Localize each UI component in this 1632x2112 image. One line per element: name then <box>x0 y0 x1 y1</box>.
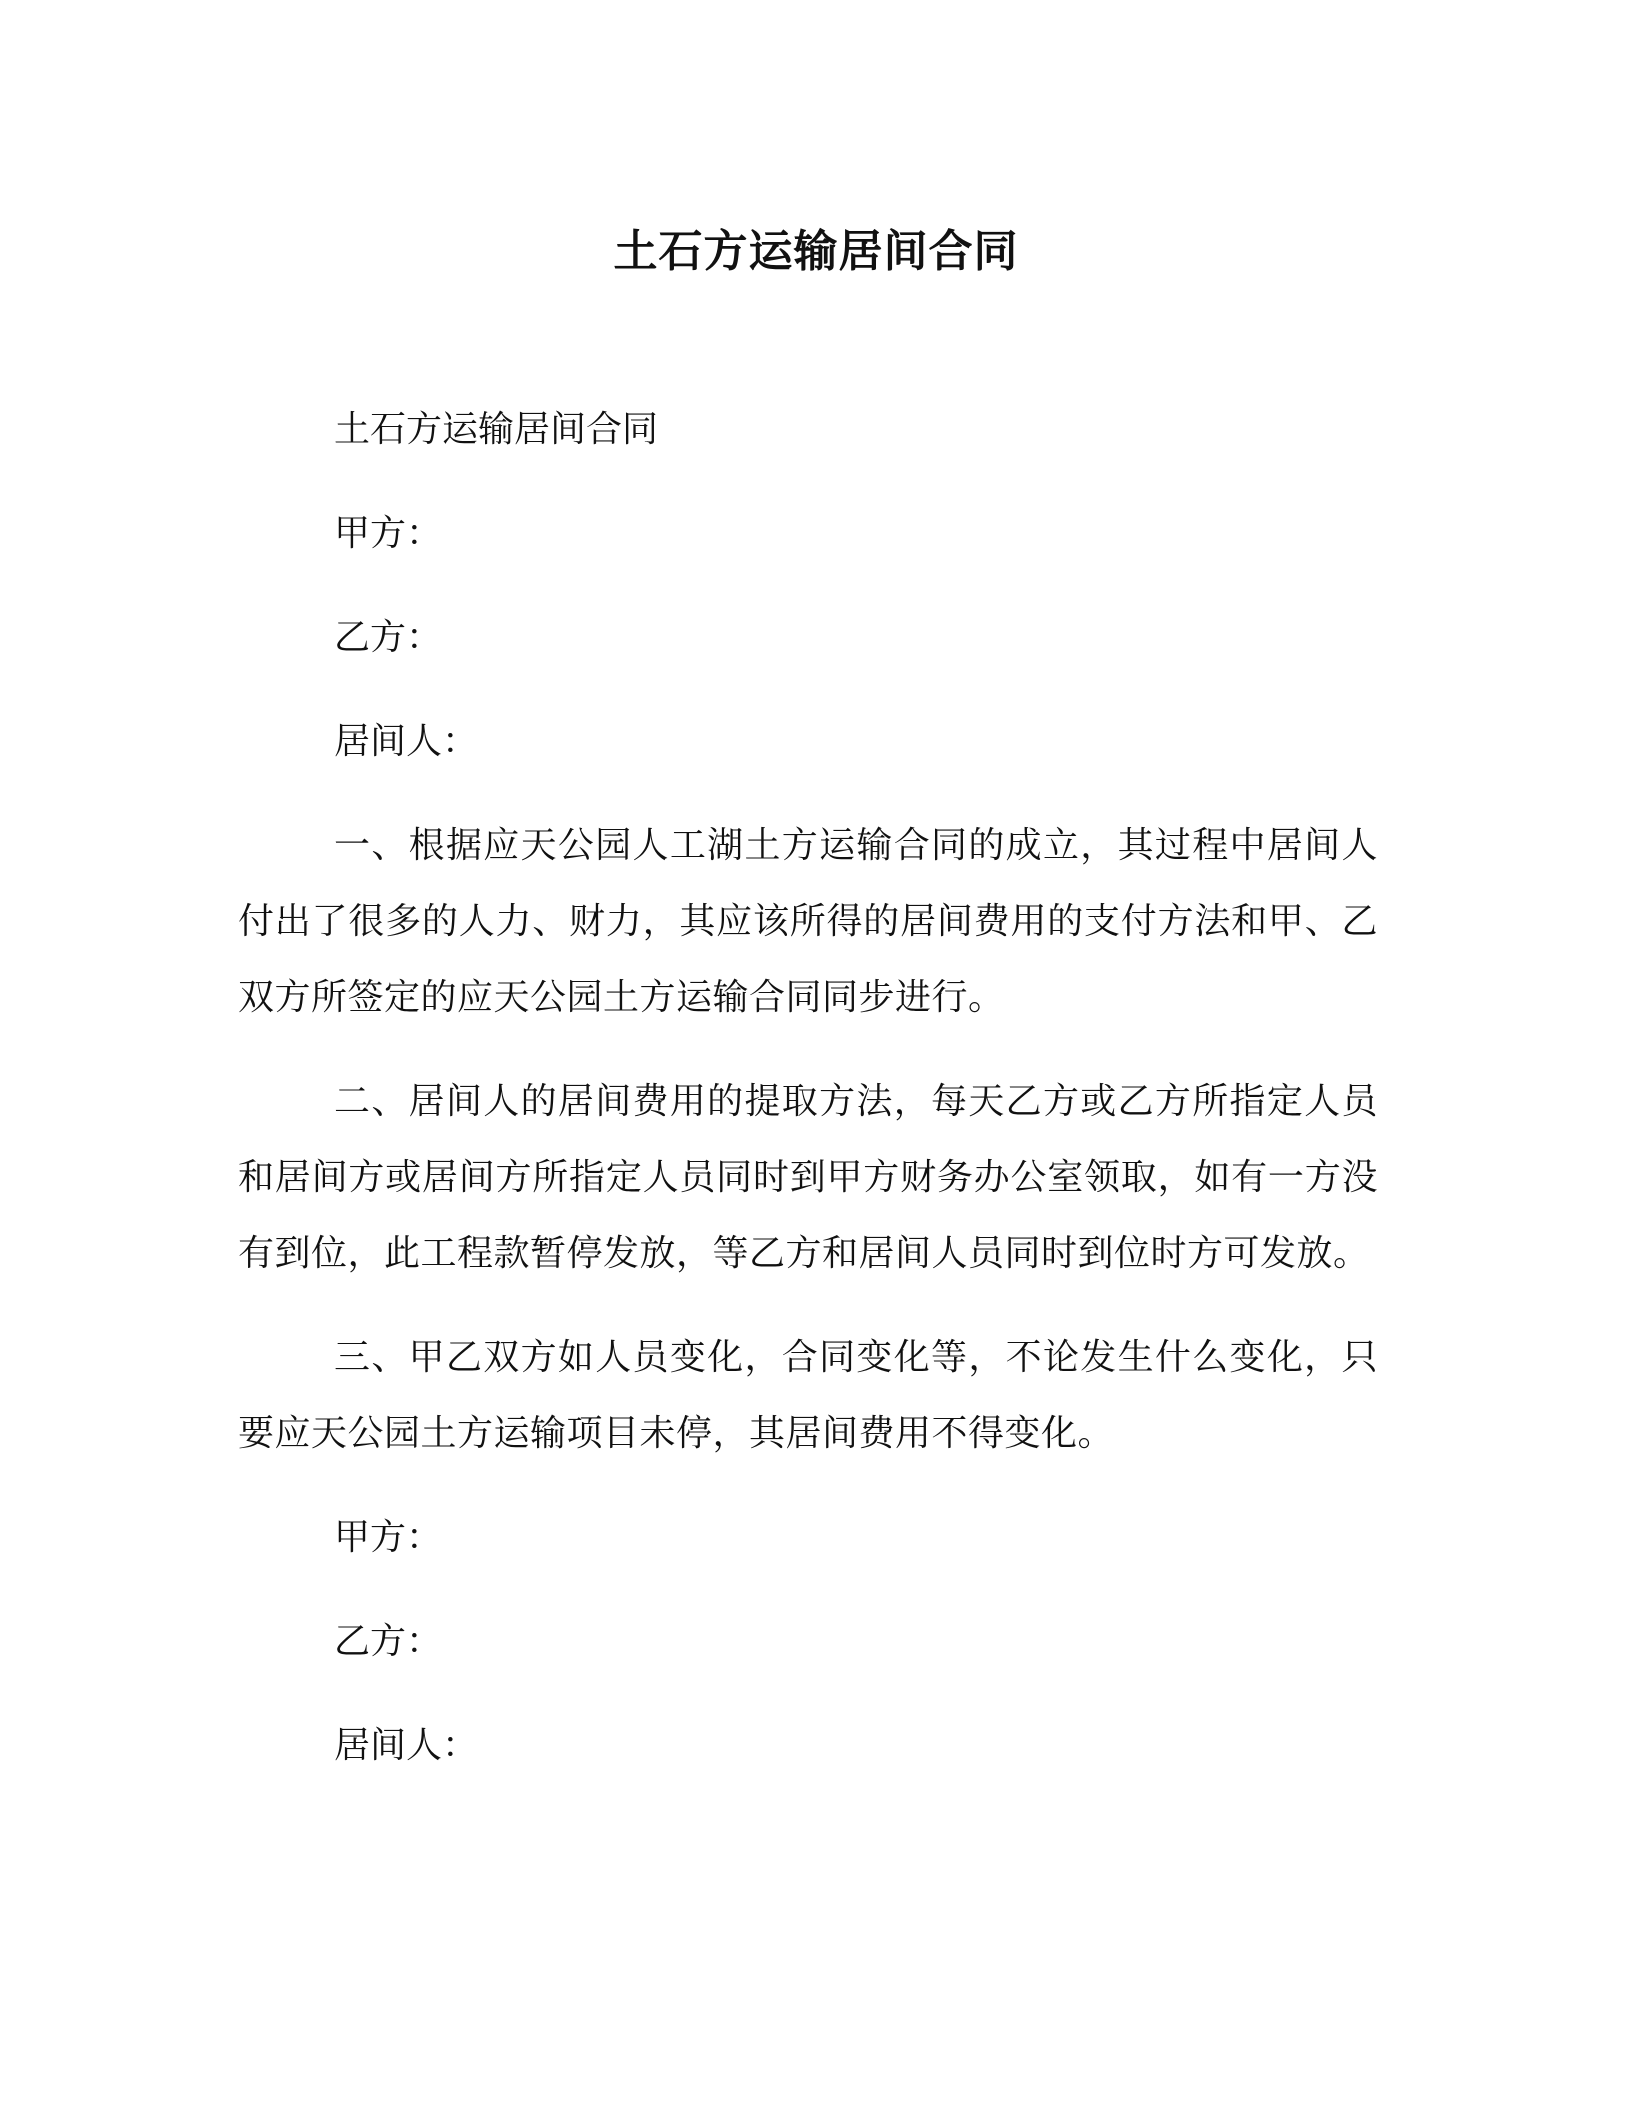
clause-2: 二、居间人的居间费用的提取方法，每天乙方或乙方所指定人员和居间方或居间方所指定人员同时到甲方财务办公室领取，如有一方没有到位，此工程款暂停发放，等乙方和居间人员同时到位时方可发放。 <box>238 1081 1378 1274</box>
clause-1: 一、根据应天公园人工湖土方运输合同的成立，其过程中居间人付出了很多的人力、财力，其应该所得的居间费用的支付方法和甲、乙双方所签定的应天公园土方运输合同同步进行。 <box>238 825 1378 1018</box>
document-body <box>238 392 1378 1784</box>
document-subtitle: 土石方运输居间合同 <box>334 409 659 450</box>
party-a-label: 甲方： <box>334 513 443 554</box>
clause-3: 三、甲乙双方如人员变化，合同变化等，不论发生什么变化，只要应天公园土方运输项目未停，其居间费用不得变化。 <box>238 1337 1378 1454</box>
intermediary-label: 居间人： <box>334 721 479 762</box>
signature-party-a: 甲方： <box>334 1517 443 1558</box>
party-b-label: 乙方： <box>334 617 443 658</box>
document-title: 土石方运输居间合同 <box>613 226 1019 277</box>
signature-intermediary: 居间人： <box>334 1725 479 1766</box>
signature-party-b: 乙方： <box>334 1621 443 1662</box>
